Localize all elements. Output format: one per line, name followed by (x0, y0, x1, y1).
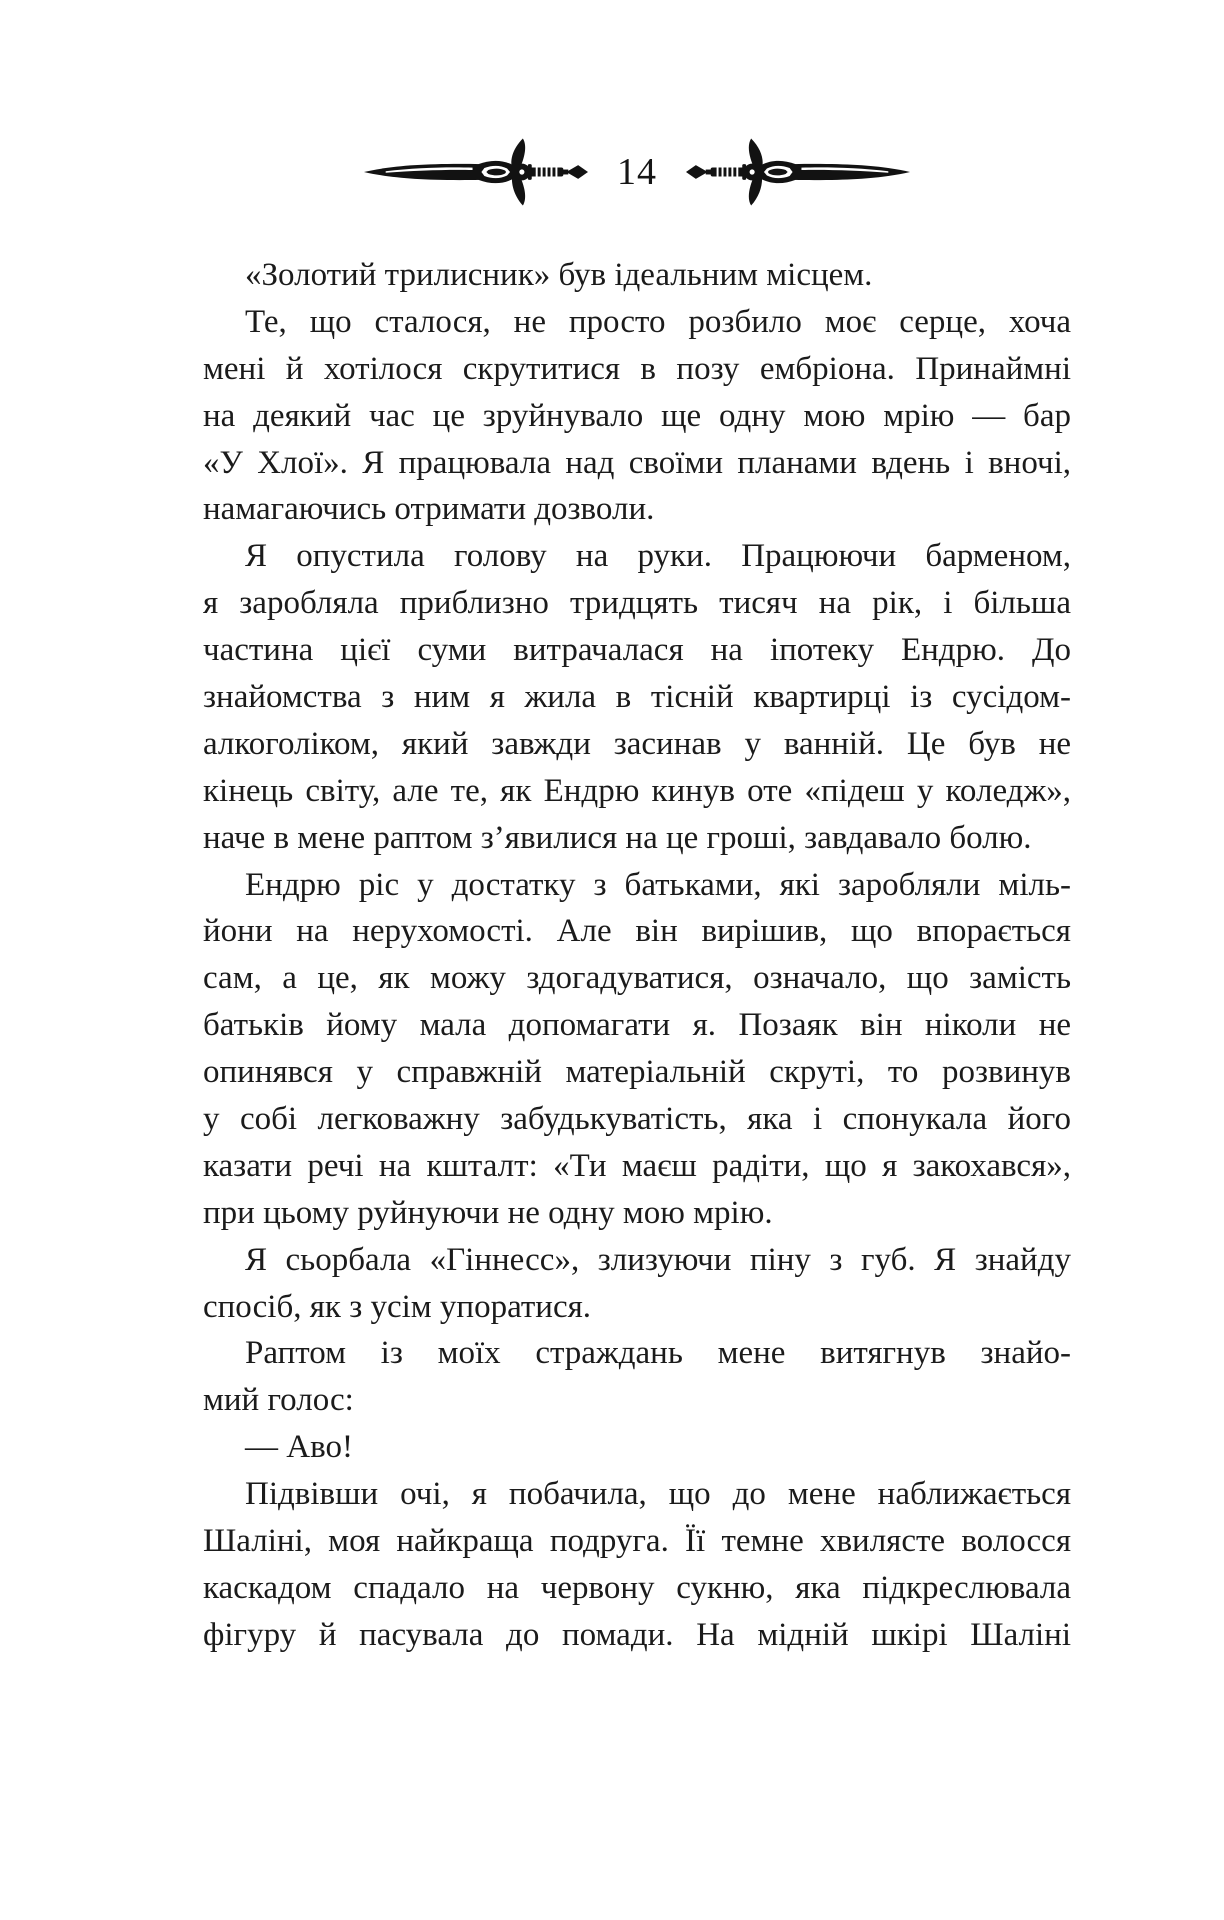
text-line: Ендрю ріс у достатку з батьками, які заробляли міль- (245, 866, 1071, 903)
text-line: частина цієї суми витрачалася на іпотеку Ендрю. До (203, 632, 1071, 669)
text-line: йони на нерухомості. Але він вирішив, що впорається (203, 913, 1071, 950)
text-block (203, 252, 1071, 1659)
text-line: спосіб, як з усім упоратися. (203, 1288, 592, 1325)
text-line: я заробляла приблизно тридцять тисяч на рік, і більша (203, 585, 1071, 622)
text-line: на деякий час це зруйнувало ще одну мою мрію — бар (203, 397, 1071, 434)
text-line: Підвівши очі, я побачила, що до мене наближається (245, 1476, 1071, 1513)
text-line: каскадом спадало на червону сукню, яка підкреслювала (203, 1569, 1071, 1606)
text-line: Я опустила голову на руки. Працюючи барменом, (245, 538, 1071, 575)
text-line: наче в мене раптом з’явилися на це гроші, завдавало болю. (203, 819, 1032, 856)
text-line: батьків йому мала допомагати я. Позаяк він ніколи не (203, 1007, 1071, 1044)
text-line: Шаліні, моя найкраща подруга. Її темне хвилясте волосся (203, 1523, 1071, 1560)
text-line: — Аво! (245, 1429, 353, 1466)
text-line: Раптом із моїх страждань мене витягнув знайо- (245, 1335, 1071, 1372)
text-line: сам, а це, як можу здогадуватися, означало, що замість (203, 960, 1071, 997)
text-line: мені й хотілося скрутитися в позу ембріона. Принаймні (203, 350, 1071, 387)
text-line: мий голос: (203, 1382, 354, 1419)
text-line: у собі легковажну забудькуватість, яка і спонукала його (203, 1101, 1071, 1138)
page-header (203, 135, 1071, 209)
text-line: Те, що сталося, не просто розбило моє серце, хоча (245, 303, 1071, 340)
page-number: 14 (617, 151, 657, 193)
text-line: знайомства з ним я жила в тісній квартирці із сусідом- (203, 679, 1071, 716)
text-line: алкоголіком, який завжди засинав у ванній. Це був не (203, 725, 1071, 762)
text-line: опинявся у справжній матеріальній скруті, то розвинув (203, 1054, 1071, 1091)
sword-divider-left-icon (362, 137, 589, 207)
text-line: Я сьорбала «Гіннесс», злизуючи піну з губ. Я знайду (245, 1241, 1071, 1278)
text-line: «У Хлої». Я працювала над своїми планами вдень і вночі, (203, 444, 1071, 481)
text-line: казати речі на кшталт: «Ти маєш радіти, що я закохався», (203, 1147, 1071, 1184)
text-line: фігуру й пасувала до помади. На мідній шкірі Шаліні (203, 1616, 1071, 1653)
text-line: «Золотий трилисник» був ідеальним місцем. (245, 257, 873, 293)
text-line: при цьому руйнуючи не одну мою мрію. (203, 1194, 773, 1231)
sword-divider-right-icon (685, 137, 912, 207)
text-line: кінець світу, але те, як Ендрю кинув оте «підеш у коледж», (203, 772, 1071, 809)
text-line: намагаючись отримати дозволи. (203, 491, 655, 528)
